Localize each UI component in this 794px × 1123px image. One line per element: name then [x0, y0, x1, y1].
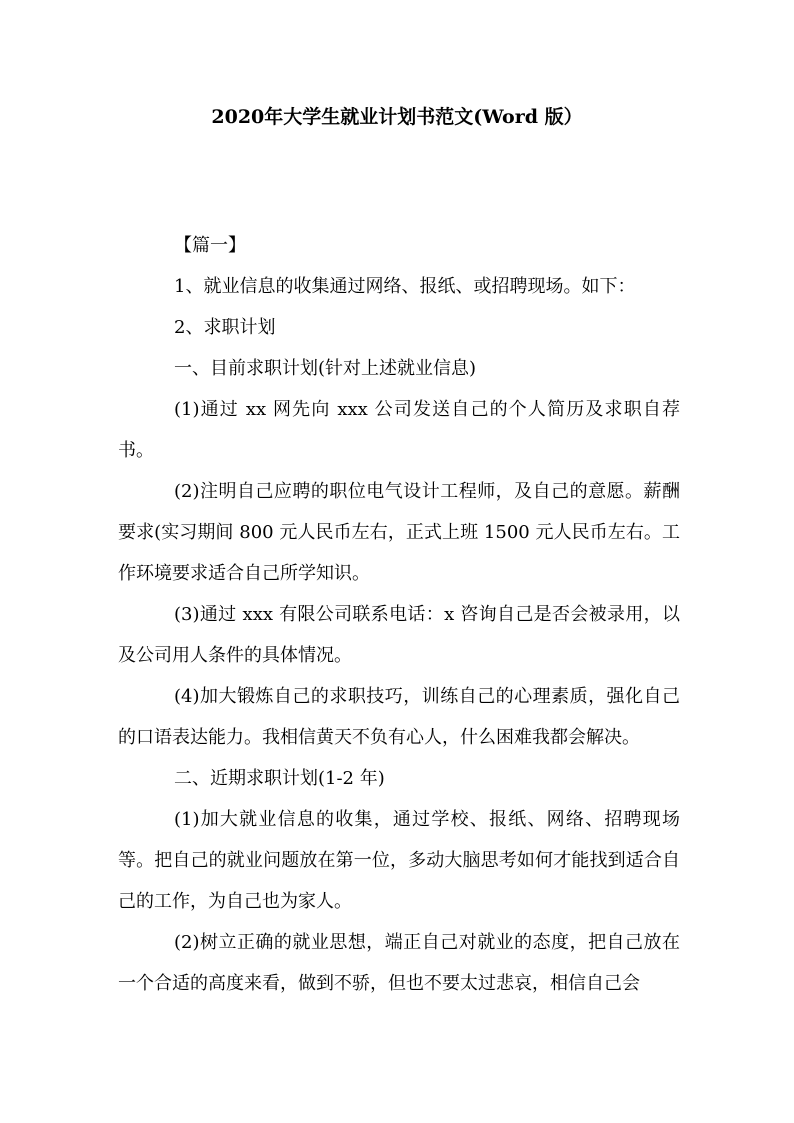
paragraph: 二、近期求职计划(1-2 年) — [174, 768, 385, 789]
paragraph: (3)通过 xxx 有限公司联系电话：x 咨询自己是否会被录用，以及公司用人条件的具体情况。 — [118, 604, 680, 666]
paragraph: 2、求职计划 — [174, 317, 276, 338]
paragraph: 一、目前求职计划(针对上述就业信息) — [174, 358, 477, 379]
paragraph: (1)通过 xx 网先向 xxx 公司发送自己的个人简历及求职自荐书。 — [118, 399, 680, 461]
document-title: 2020年大学生就业计划书范文(Word 版） — [211, 106, 583, 128]
paragraph: (4)加大锻炼自己的求职技巧，训练自己的心理素质，强化自己的口语表达能力。我相信黄天不负有心人，什么困难我都会解决。 — [118, 686, 680, 748]
section-heading: 【篇一】 — [174, 235, 246, 256]
paragraph: (1)加大就业信息的收集，通过学校、报纸、网络、招聘现场等。把自己的就业问题放在第一位，多动大脑思考如何才能找到适合自己的工作，为自己也为家人。 — [118, 809, 680, 912]
paragraph: 1、就业信息的收集通过网络、报纸、或招聘现场。如下： — [174, 276, 636, 297]
paragraph: (2)树立正确的就业思想，端正自己对就业的态度，把自己放在一个合适的高度来看，做到不骄，但也不要太过悲哀，相信自己会 — [118, 932, 680, 994]
document-body — [118, 225, 680, 1004]
paragraph: (2)注明自己应聘的职位电气设计工程师，及自己的意愿。薪酬要求(实习期间 800 元人民币左右，正式上班 1500 元人民币左右。工作环境要求适合自己所学知识。 — [118, 481, 680, 584]
